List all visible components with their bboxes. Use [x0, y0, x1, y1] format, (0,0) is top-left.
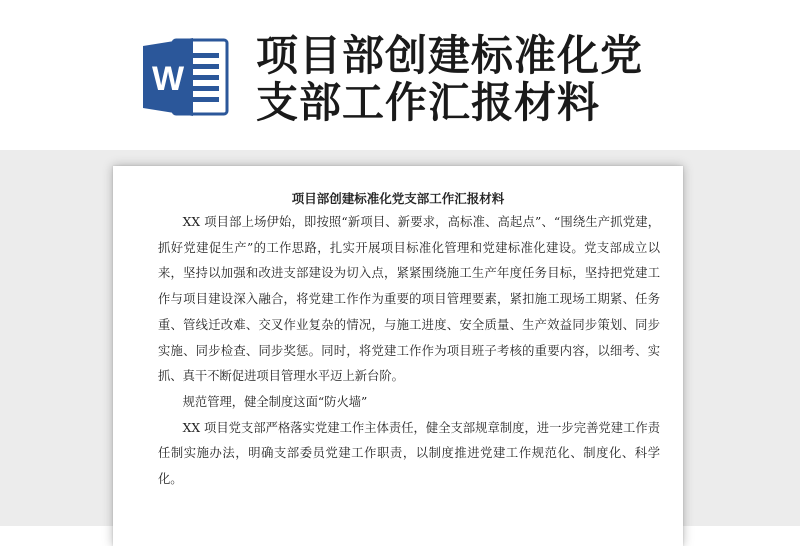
- document-title: 项目部创建标准化党支部工作汇报材料: [291, 191, 505, 206]
- document-body: [158, 210, 660, 493]
- word-icon-letter: W: [151, 60, 185, 98]
- document-page: [113, 166, 683, 546]
- banner-title-line-1: 项目部创建标准化党: [256, 31, 644, 80]
- banner: [0, 0, 800, 150]
- paragraph: XX 项目部上场伊始，即按照“新项目、新要求，高标准、高起点”、“围绕生产抓党建，抓好党建促生产”的工作思路，扎实开展项目标准化管理和党建标准化建设。党支部成立以来，坚持以加强和改进支部建设为切入点，紧紧围绕施工生产年度任务目标，坚持把党建工作与项目建设深入融合，将党建工作作为重要的项目管理要素，紧扣施工现场工期紧、任务重、管线迁改难、交叉作业复杂的情况，与施工进度、安全质量、生产效益同步策划、同步实施、同步检查、同步奖惩。同时，将党建工作作为项目班子考核的重要内容，以细考、实抓、真干不断促进项目管理水平迈上新台阶。: [158, 215, 660, 384]
- paragraph: XX 项目党支部严格落实党建工作主体责任，健全支部规章制度，进一步完善党建工作责任制实施办法，明确支部委员党建工作职责，以制度推进党建工作规范化、制度化、科学化。: [158, 420, 660, 487]
- banner-title: [256, 32, 776, 126]
- banner-title-line-2: 支部工作汇报材料: [256, 78, 601, 127]
- word-document-icon: [143, 36, 229, 118]
- paragraph: 规范管理，健全制度这面“防火墙”: [182, 394, 368, 409]
